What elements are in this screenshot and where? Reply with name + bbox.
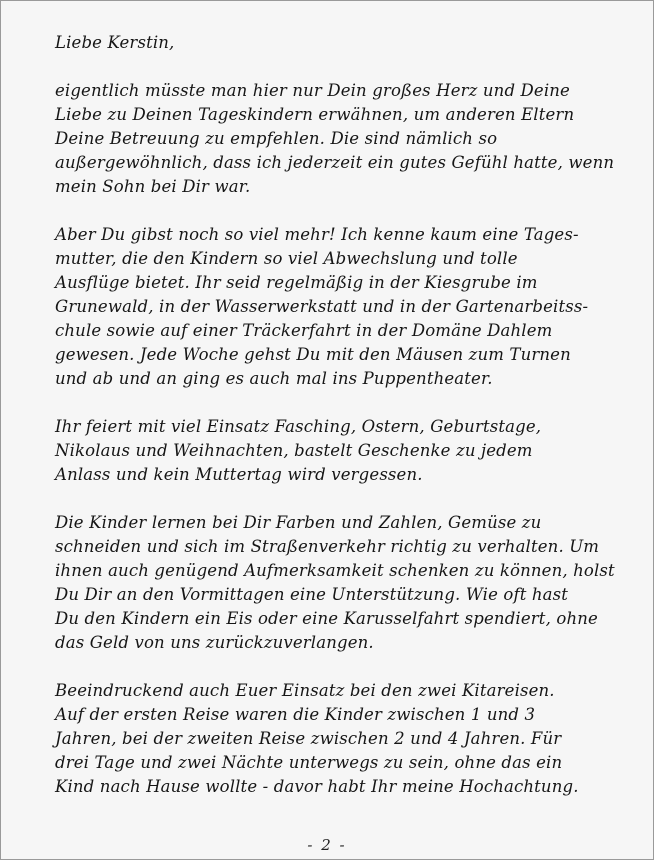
page-number: - 2 - bbox=[307, 836, 347, 854]
text-line: Aber Du gibst noch so viel mehr! Ich kenne kaum eine Tages- bbox=[55, 225, 579, 244]
text-line: Liebe zu Deinen Tageskindern erwähnen, um anderen Eltern bbox=[55, 105, 575, 124]
text-line: Du Dir an den Vormittagen eine Unterstützung. Wie oft hast bbox=[55, 585, 569, 604]
text-line: Ausflüge bietet. Ihr seid regelmäßig in der Kiesgrube im bbox=[55, 273, 538, 292]
paragraph-5 bbox=[55, 679, 615, 799]
paragraph-spacer bbox=[55, 55, 615, 79]
paragraph-3 bbox=[55, 415, 615, 487]
text-line: mutter, die den Kindern so viel Abwechslung und tolle bbox=[55, 249, 518, 268]
text-line: und ab und an ging es auch mal ins Puppentheater. bbox=[55, 369, 493, 388]
text-line: Ihr feiert mit viel Einsatz Fasching, Ostern, Geburtstage, bbox=[55, 417, 542, 436]
text-line: Jahren, bei der zweiten Reise zwischen 2 und 4 Jahren. Für bbox=[55, 729, 562, 748]
text-line: Kind nach Hause wollte - davor habt Ihr meine Hochachtung. bbox=[55, 777, 579, 796]
text-line: schneiden und sich im Straßenverkehr richtig zu verhalten. Um bbox=[55, 537, 600, 556]
text-line: Die Kinder lernen bei Dir Farben und Zahlen, Gemüse zu bbox=[55, 513, 542, 532]
paragraph-spacer bbox=[55, 487, 615, 511]
text-line: Grunewald, in der Wasserwerkstatt und in der Gartenarbeitss- bbox=[55, 297, 589, 316]
text-line: Beeindruckend auch Euer Einsatz bei den zwei Kitareisen. bbox=[55, 681, 555, 700]
paragraph-spacer bbox=[55, 655, 615, 679]
paragraph-spacer bbox=[55, 391, 615, 415]
text-line: das Geld von uns zurückzuverlangen. bbox=[55, 633, 374, 652]
text-line: Anlass und kein Muttertag wird vergessen. bbox=[55, 465, 423, 484]
paragraph-4 bbox=[55, 511, 615, 655]
text-line: Deine Betreuung zu empfehlen. Die sind nämlich so bbox=[55, 129, 498, 148]
text-line: außergewöhnlich, dass ich jederzeit ein gutes Gefühl hatte, wenn bbox=[55, 153, 615, 172]
letter-body bbox=[55, 31, 615, 799]
text-line: ihnen auch genügend Aufmerksamkeit schenken zu können, holst bbox=[55, 561, 615, 580]
paragraph-2 bbox=[55, 223, 615, 391]
text-line: gewesen. Jede Woche gehst Du mit den Mäusen zum Turnen bbox=[55, 345, 571, 364]
text-line: eigentlich müsste man hier nur Dein großes Herz und Deine bbox=[55, 81, 570, 100]
text-line: Nikolaus und Weihnachten, bastelt Geschenke zu jedem bbox=[55, 441, 533, 460]
text-line: mein Sohn bei Dir war. bbox=[55, 177, 251, 196]
text-line: Du den Kindern ein Eis oder eine Karusselfahrt spendiert, ohne bbox=[55, 609, 598, 628]
letter-greeting: Liebe Kerstin, bbox=[55, 33, 175, 52]
text-line: chule sowie auf einer Träckerfahrt in der Domäne Dahlem bbox=[55, 321, 553, 340]
paragraph-1 bbox=[55, 79, 615, 199]
text-line: drei Tage und zwei Nächte unterwegs zu sein, ohne das ein bbox=[55, 753, 563, 772]
text-line: Auf der ersten Reise waren die Kinder zwischen 1 und 3 bbox=[55, 705, 536, 724]
paragraph-spacer bbox=[55, 199, 615, 223]
